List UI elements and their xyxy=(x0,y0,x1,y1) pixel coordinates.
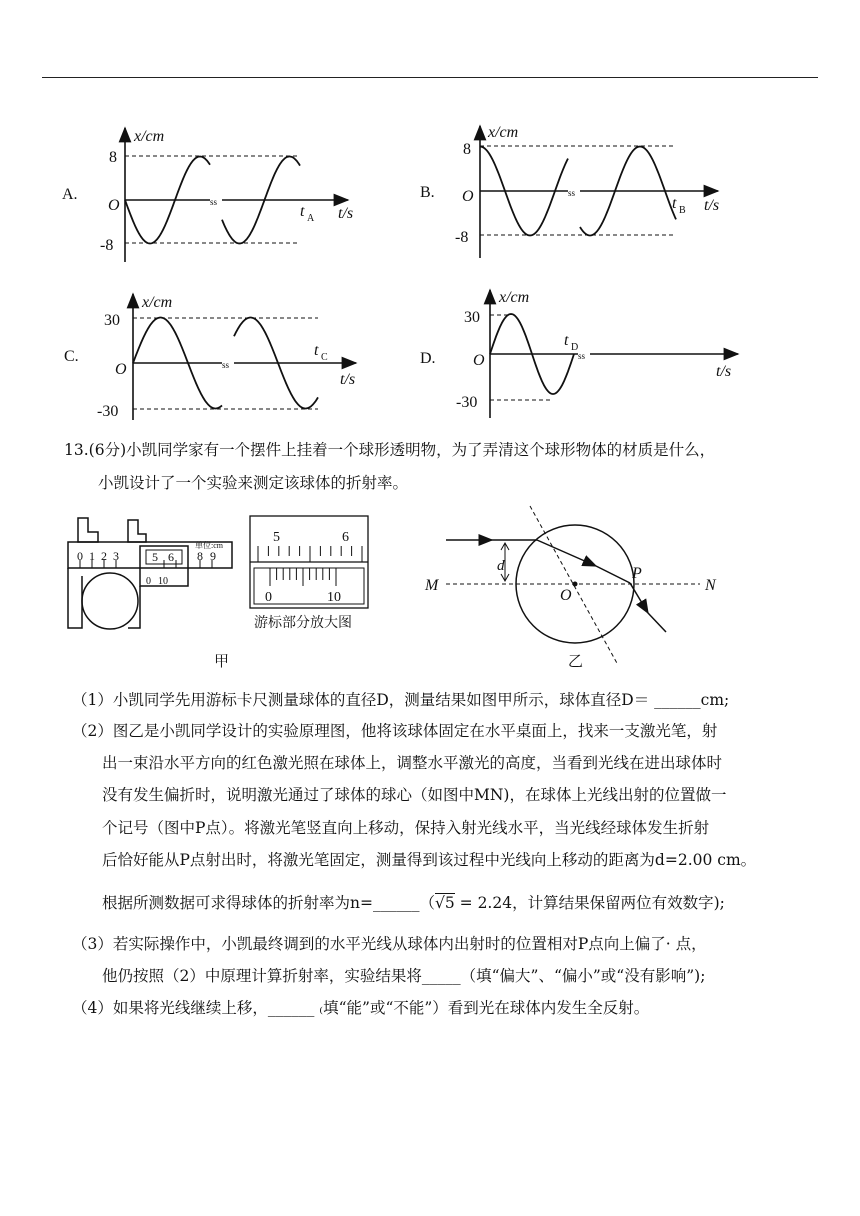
graph-d-top: 30 xyxy=(464,309,480,326)
caliper-vernier-0: 0 xyxy=(146,576,151,587)
caliper-main-6: 6 xyxy=(168,550,174,564)
caliper-main-5: 5 xyxy=(152,550,158,564)
caliper-unit: 单位:cm xyxy=(195,541,223,550)
label-O: O xyxy=(560,587,572,604)
caliper-main-9: 9 xyxy=(210,549,216,563)
graph-b-break: ss xyxy=(568,188,576,198)
zoom-caption: 游标部分放大图 xyxy=(254,615,352,631)
graph-b xyxy=(480,126,718,258)
graph-a-tsub: A xyxy=(307,213,315,224)
part-2-line6-b: = 2.24，计算结果保留两位有效数字); xyxy=(454,894,725,912)
graph-b-top: 8 xyxy=(463,141,471,158)
part-2-line2: 出一束沿水平方向的红色激光照在球体上，调整水平激光的高度，当看到光线在进出球体时 xyxy=(102,754,723,772)
q13-intro-1: 小凯同学家有一个摆件上挂着一个球形透明物，为了弄清这个球形物体的材质是什么， xyxy=(126,441,716,459)
graph-a xyxy=(125,128,348,262)
graph-b-tlabel: t/s xyxy=(704,197,720,214)
part-3-line1: （3）若实际操作中，小凯最终调到的水平光线从球体内出射时的位置相对P点向上偏了· 点， xyxy=(72,935,707,953)
zoom-vernier-10: 10 xyxy=(327,590,341,605)
graph-d-tsub: D xyxy=(571,342,579,353)
graph-d-break: ss xyxy=(578,351,586,361)
option-c-label: C. xyxy=(64,348,79,365)
graph-a-tend: t xyxy=(300,203,305,220)
sphere-center-dot xyxy=(573,582,578,587)
q13-number: 13. xyxy=(64,441,89,459)
part-2-line6 xyxy=(102,893,725,913)
caliper-vernier-10: 10 xyxy=(158,576,168,587)
part-4: （4）如果将光线继续上移，______ ₍填“能”或“不能”）看到光在球体内发生全反射。 xyxy=(72,999,650,1017)
graph-c-top: 30 xyxy=(104,312,120,329)
label-d: d xyxy=(497,558,505,574)
part-1: （1）小凯同学先用游标卡尺测量球体的直径D，测量结果如图甲所示，球体直径D＝ ______cm; xyxy=(72,691,730,709)
option-b-label: B. xyxy=(420,184,435,201)
caliper-main-2: 2 xyxy=(101,549,107,563)
part-3-line2: 他仍按照（2）中原理计算折射率，实验结果将_____（填“偏大”、“偏小”或“没有影响”); xyxy=(102,967,706,985)
caliper-main-3: 3 xyxy=(113,549,119,563)
graph-b-tend: t xyxy=(672,195,677,212)
graph-a-top: 8 xyxy=(109,149,117,166)
figure-jia-caption: 甲 xyxy=(214,652,230,670)
graph-b-ylabel: x/cm xyxy=(488,124,519,141)
graph-a-ylabel: x/cm xyxy=(134,128,165,145)
graph-c-tend: t xyxy=(314,342,319,359)
graph-d-ylabel: x/cm xyxy=(499,289,530,306)
graph-c-tlabel: t/s xyxy=(340,371,356,388)
q13-intro-2: 小凯设计了一个实验来测定该球体的折射率。 xyxy=(98,474,409,492)
label-P: P xyxy=(632,565,642,582)
part-2-line3: 没有发生偏折时，说明激光通过了球体的球心（如图中MN)，在球体上光线出射的位置做一 xyxy=(102,786,727,804)
option-a-label: A. xyxy=(62,186,78,203)
caliper-main-0: 0 xyxy=(77,549,83,563)
graph-d-origin: O xyxy=(473,352,485,369)
zoom-vernier-0: 0 xyxy=(265,590,272,605)
graph-a-tlabel: t/s xyxy=(338,205,354,222)
graph-a-bottom: -8 xyxy=(100,237,114,254)
part-2-line4: 个记号（图中P点）。将激光笔竖直向上移动，保持入射光线水平，当光线经球体发生折射 xyxy=(102,819,710,837)
graph-d-tlabel: t/s xyxy=(716,363,732,380)
graph-d-tend: t xyxy=(564,332,569,349)
label-M: M xyxy=(425,577,439,594)
graph-c-ylabel: x/cm xyxy=(142,294,173,311)
caliper-main-1: 1 xyxy=(89,549,95,563)
graph-a-origin: O xyxy=(108,197,120,214)
graph-c-tsub: C xyxy=(321,352,328,363)
graph-c-bottom: -30 xyxy=(97,403,119,420)
label-N: N xyxy=(705,577,716,594)
sqrt5: √5 xyxy=(434,894,455,912)
option-d-label: D. xyxy=(420,350,436,367)
q13-points: (6分) xyxy=(88,441,127,459)
part-2-line1: （2）图乙是小凯同学设计的实验原理图，他将该球体固定在水平桌面上，找来一支激光笔，射 xyxy=(72,722,718,740)
caliper-main-8: 8 xyxy=(197,549,203,563)
part-2-line6-a: 根据所测数据可求得球体的折射率为n=______（ xyxy=(102,894,435,912)
graph-b-tsub: B xyxy=(679,205,686,216)
graph-a-break: ss xyxy=(210,197,218,207)
graph-d-bottom: -30 xyxy=(456,394,478,411)
caliper-figure xyxy=(68,518,232,629)
q13-line1 xyxy=(64,440,715,460)
graph-b-bottom: -8 xyxy=(455,229,469,246)
graph-c-break: ss xyxy=(222,360,230,370)
graph-b-origin: O xyxy=(462,188,474,205)
graph-c-origin: O xyxy=(115,361,127,378)
zoom-main-5: 5 xyxy=(273,530,280,545)
figure-yi-caption: 乙 xyxy=(568,652,584,670)
zoom-main-6: 6 xyxy=(342,530,349,545)
graph-d xyxy=(490,290,738,418)
part-2-line5: 后恰好能从P点射出时，将激光笔固定，测量得到该过程中光线向上移动的距离为d=2.00 cm。 xyxy=(102,851,757,869)
